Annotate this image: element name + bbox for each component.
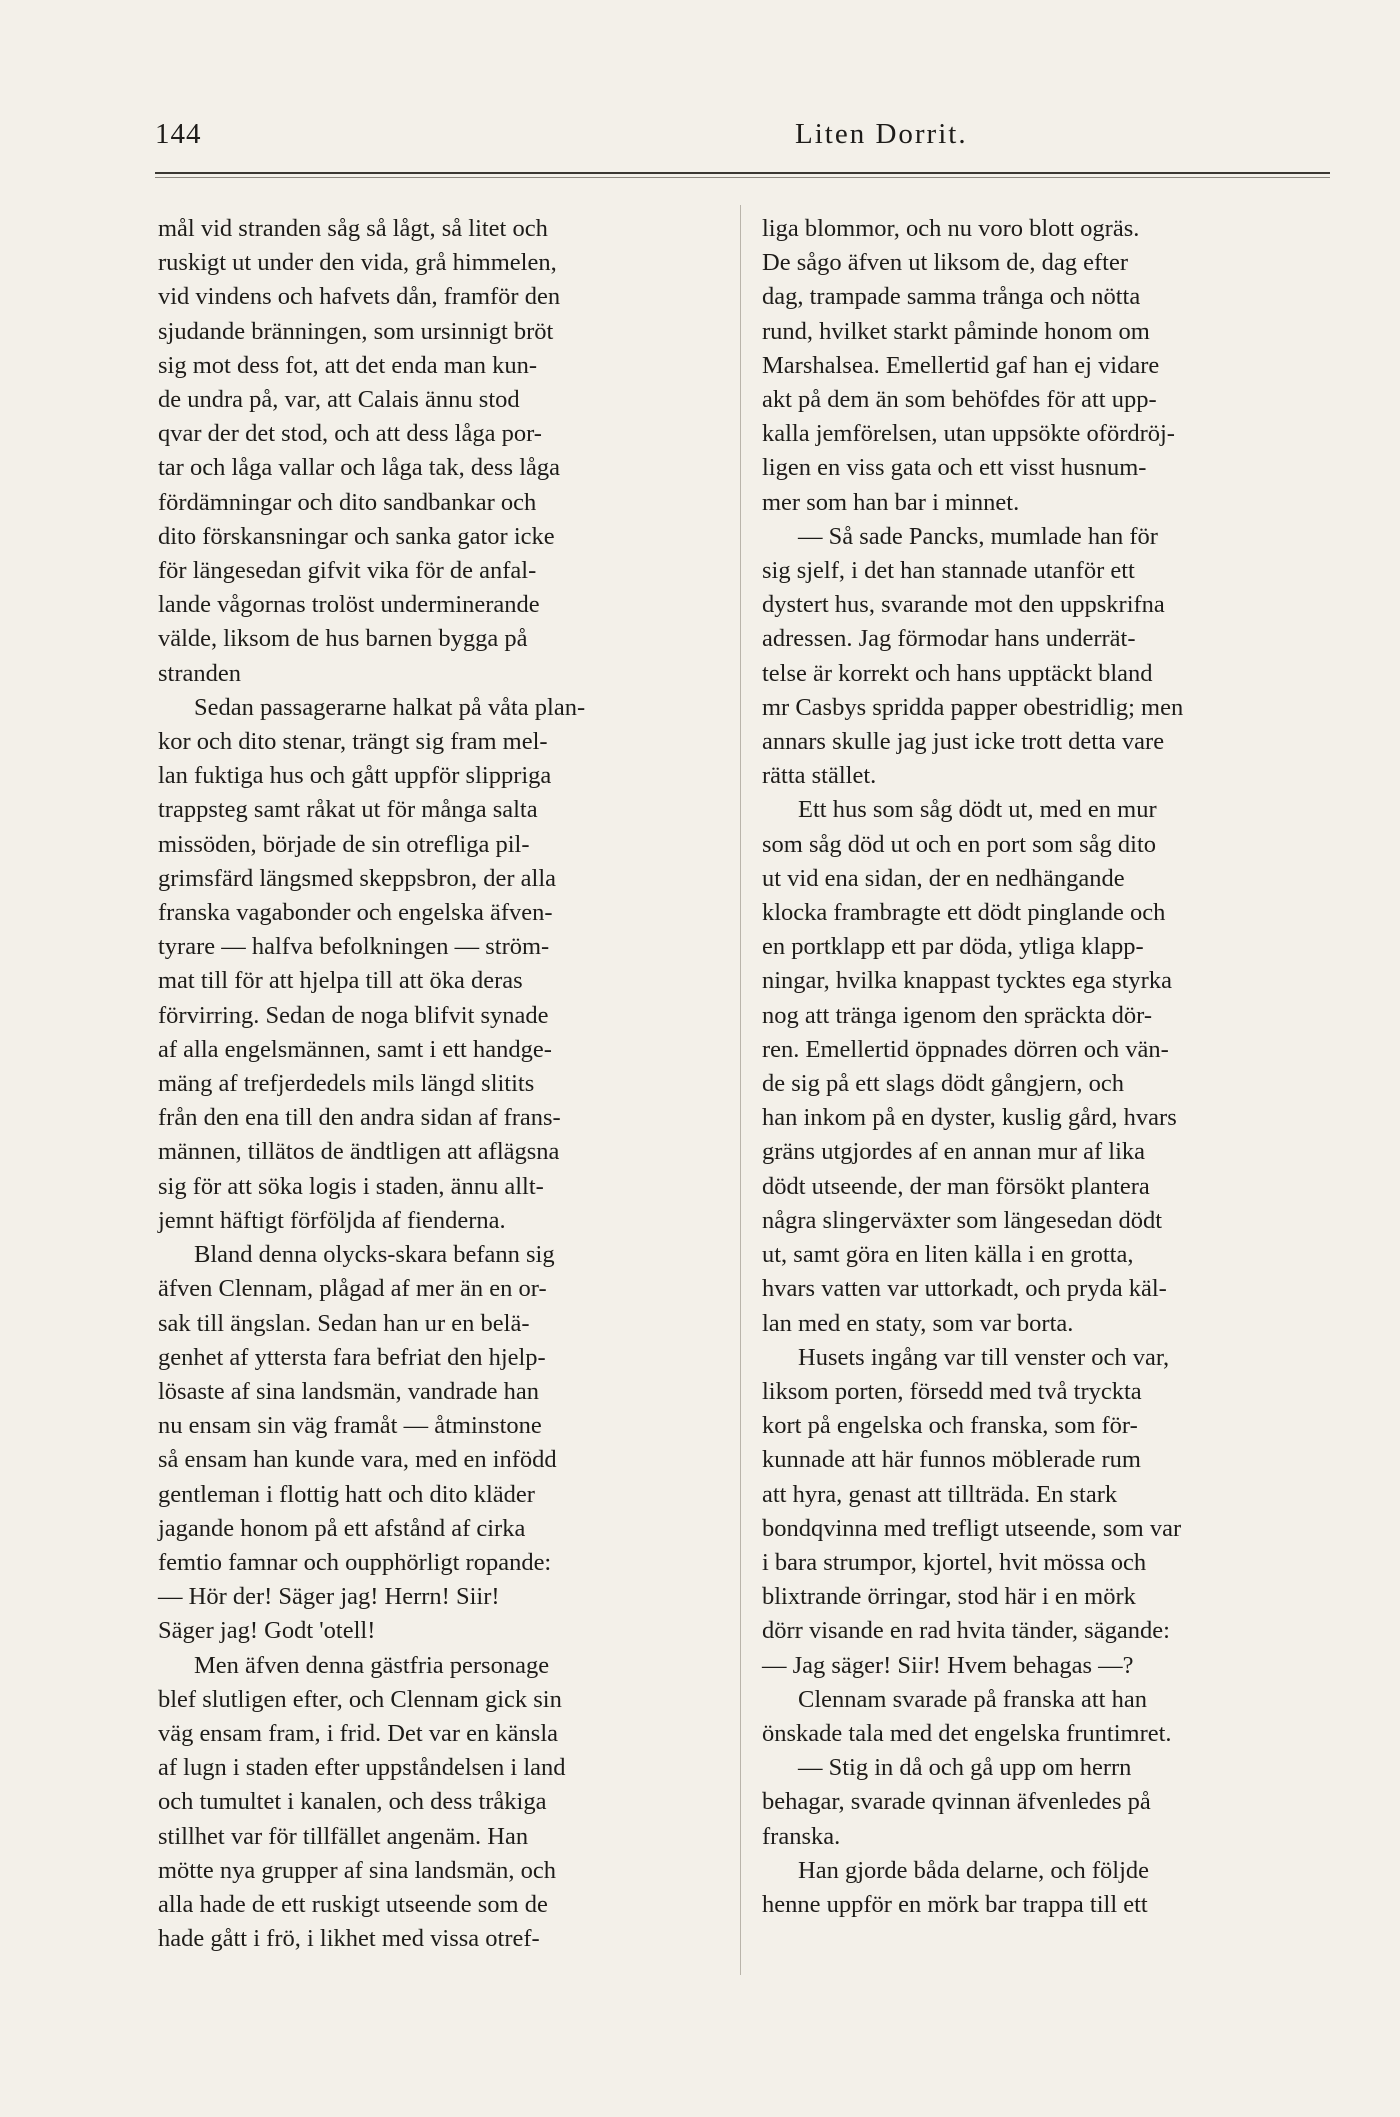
paragraph: Bland denna olycks-skara befann sig äfven Clennam, plågad af mer än en or- sak till ängslan. Sedan han ur en belä- genhet af yttersta fara befriat den hjelp- lösaste af sina landsmän, vandrade han nu ensam sin väg framåt — åtminstone så ensam han kunde vara, med en infödd gentleman i flottig hatt och dito kläder jagande honom på ett afstånd af cirka femtio famnar och oupphörligt ropande: — Hör der! Säger jag! Herrn! Siir! Säger jag! Godt 'otell! — [158, 1241, 557, 1645]
paragraph: Han gjorde båda delarne, och följde henne uppför en mörk bar trappa till ett — [762, 1856, 1150, 1918]
header-rule-thin — [155, 177, 1330, 178]
page-header — [155, 118, 1330, 158]
header-rule — [155, 172, 1330, 174]
paragraph: mål vid stranden såg så lågt, så litet och ruskigt ut under den vida, grå himmelen, vid vindens och hafvets dån, framför den sjudande bränningen, som ursinnigt bröt sig mot dess fot, att det enda man kun- de undra på, var, att Calais ännu stod qvar der det stod, och att dess låga por- tar och låga vallar och låga tak, dess låga fördämningar och dito sandbankar och dito förskansningar och sanka gator icke för längesedan gifvit vika för de anfal- lande vågornas trolöst underminerande välde, liksom de hus barnen bygga på stranden — [158, 215, 561, 687]
paragraph: Husets ingång var till venster och var, liksom porten, försedd med två tryckta kort på engelska och franska, som för- kunnade att här funnos möblerade rum att hyra, genast att tillträda. En stark bondqvinna med trefligt utseende, som var i bara strumpor, kjortel, hvit mössa och blixtrande örringar, stod här i en mörk dörr visande en rad hvita tänder, sägande: — Jag säger! Siir! Hvem behagas —? — [762, 1343, 1182, 1679]
paragraph: liga blommor, och nu voro blott ogräs. De sågo äfven ut liksom de, dag efter dag, trampade samma trånga och nötta rund, hvilket starkt påminde honom om Marshalsea. Emellertid gaf han ej vidare akt på dem än som behöfdes för att upp- kalla jemförelsen, utan uppsökte ofördröj- ligen en viss gata och ett visst husnum- mer som han bar i minnet. — [762, 215, 1175, 516]
paragraph: Sedan passagerarne halkat på våta plan- kor och dito stenar, trängt sig fram mel- lan fuktiga hus och gått uppför slippriga trappsteg samt råkat ut för många salta missöden, började de sin otrefliga pil- grimsfärd längsmed skeppsbron, der alla franska vagabonder och engelska äfven- tyrare — halfva befolkningen — ström- mat till för att hjelpa till att öka deras förvirring. Sedan de noga blifvit synade af alla engelsmännen, samt i ett handge- mäng af trefjerdedels mils längd slitits från den ena till den andra sidan af frans- männen, tillätos de ändtligen att aflägsna sig för att söka logis i staden, ännu allt- jemnt häftigt förföljda af fienderna. — [158, 693, 586, 1234]
left-column — [158, 212, 718, 1956]
paragraph: — Så sade Pancks, mumlade han för sig sjelf, i det han stannade utanför ett dystert hus, svarande mot den uppskrifna adressen. Jag förmodar hans underrät- telse är korrekt och hans upptäckt bland mr Casbys spridda papper obestridlig; men annars skulle jag just icke trott detta vare rätta stället. — [762, 522, 1184, 790]
paragraph: Ett hus som såg dödt ut, med en mur som såg död ut och en port som såg dito ut vid ena sidan, der en nedhängande klocka frambragte ett dödt pinglande och en portklapp ett par döda, ytliga klapp- ningar, hvilka knappast tycktes ega styrka nog att tränga igenom den spräckta dör- ren. Emellertid öppnades dörren och vän- de sig på ett slags dödt gångjern, och han inkom på en dyster, kuslig gård, hvars gräns utgjordes af en annan mur af lika dödt utseende, der man försökt plantera några slingerväxter som längesedan dödt ut, samt göra en liten källa i en grotta, hvars vatten var uttorkadt, och pryda käl- lan med en staty, som var borta. — [762, 796, 1177, 1337]
paragraph: Men äfven denna gästfria personage blef slutligen efter, och Clennam gick sin väg ensam fram, i frid. Det var en känsla af lugn i staden efter uppståndelsen i land och tumultet i kanalen, och dess tråkiga stillhet var för tillfället angenäm. Han mötte nya grupper af sina landsmän, och alla hade de ett ruskigt utseende som de hade gått i frö, i likhet med vissa otref- — [158, 1651, 566, 1953]
paragraph: — Stig in då och gå upp om herrn behagar, svarade qvinnan äfvenledes på franska. — [762, 1754, 1151, 1850]
right-column — [762, 212, 1332, 1922]
page-number: 144 — [155, 118, 202, 150]
paragraph: Clennam svarade på franska att han önskade tala med det engelska fruntimret. — [762, 1685, 1172, 1747]
column-divider — [740, 205, 741, 1975]
running-title: Liten Dorrit. — [795, 118, 968, 150]
